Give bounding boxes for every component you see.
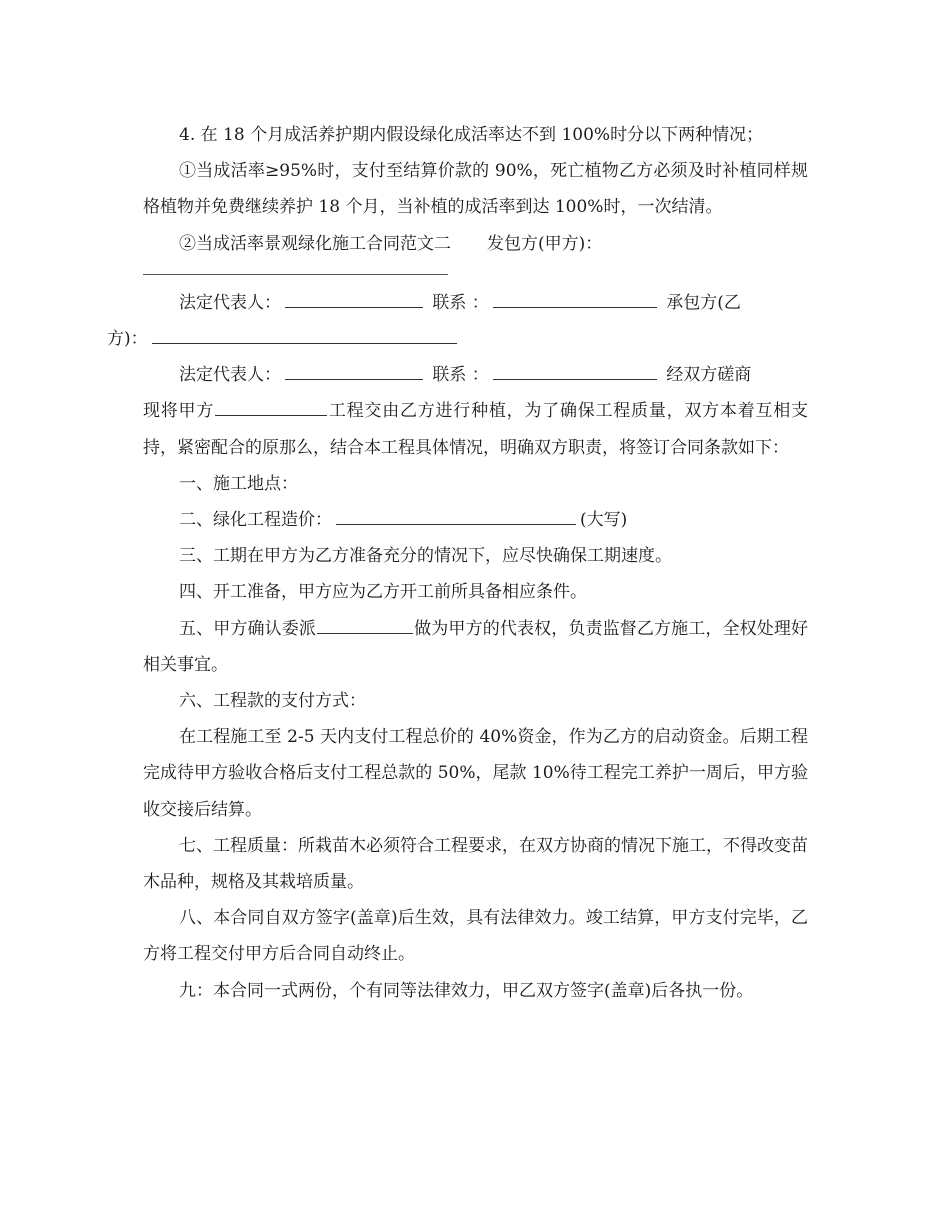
section-5 xyxy=(143,611,808,683)
section-2 xyxy=(143,502,808,538)
representative-blank xyxy=(317,616,413,634)
party-a-rep-line xyxy=(107,285,808,357)
section-6-body: 在工程施工至 2-5 天内支付工程总价的 40%资金，作为乙方的启动资金。后期工程完成待甲方验收合格后支付工程总款的 50%，尾款 10%待工程完工养护一周后，甲方验收交接后结算。 xyxy=(143,727,808,820)
contact-label-1: 联系 ： xyxy=(432,292,489,313)
section-8: 八、本合同自双方签字(盖章)后生效，具有法律效力。竣工结算，甲方支付完毕，乙方将工程交付甲方后合同自动终止。 xyxy=(143,908,808,965)
party-b-rep-line xyxy=(143,357,808,393)
party-b-blank xyxy=(152,326,457,344)
contact-blank-1 xyxy=(493,290,657,308)
section-2-suffix: (大写) xyxy=(580,510,628,531)
clause-4-case-2: ②当成活率景观绿化施工合同范文二 xyxy=(179,233,451,254)
contract-heading-line xyxy=(143,226,808,262)
section-2-label: 二、绿化工程造价： xyxy=(179,510,332,531)
project-intro xyxy=(143,393,808,465)
section-9: 九：本合同一式两份，个有同等法律效力，甲乙双方签字(盖章)后各执一份。 xyxy=(179,980,754,1001)
project-intro-a: 现将甲方 xyxy=(143,401,215,422)
clause-4-case-1: ①当成活率≥95%时，支付至结算价款的 90%，死亡植物乙方必须及时补植同样规格植物并免费继续养护 18 个月，当补植的成活率到达 100%时，一次结清。 xyxy=(143,161,808,218)
contact-blank-2 xyxy=(493,362,657,380)
section-5-b: 做为甲方的代表权，负责监督乙方施工，全权处理好相关事宜。 xyxy=(143,618,809,675)
clause-4: 4. 在 18 个月成活养护期内假设绿化成活率达不到 100%时分以下两种情况； xyxy=(179,125,764,145)
section-4: 四、开工准备，甲方应为乙方开工前所具备相应条件。 xyxy=(179,582,587,603)
party-a-blank xyxy=(143,274,448,275)
rep-label-2: 法定代表人： xyxy=(179,365,281,386)
negotiation-text: 经双方磋商 xyxy=(666,365,752,386)
rep-blank-1 xyxy=(285,290,423,308)
price-blank xyxy=(336,507,576,525)
rep-label-1: 法定代表人： xyxy=(179,292,281,313)
section-5-a: 五、甲方确认委派 xyxy=(179,618,317,639)
project-name-blank xyxy=(215,398,327,416)
party-b-label: 承包方(乙 xyxy=(666,292,741,313)
contact-label-2: 联系 ： xyxy=(432,365,489,386)
party-b-label-cont: 方)： xyxy=(107,329,148,350)
section-6: 六、工程款的支付方式： xyxy=(179,691,366,712)
document-page xyxy=(107,117,809,1009)
project-intro-b: 工程交由乙方进行种植，为了确保工程质量，双方本着互相支持，紧密配合的原那么，结合本工程具体情况，明确双方职责，将签订合同条款如下： xyxy=(143,401,809,458)
section-7: 七、工程质量：所栽苗木必须符合工程要求，在双方协商的情况下施工，不得改变苗木品种，规格及其栽培质量。 xyxy=(143,835,808,893)
section-3: 三、工期在甲方为乙方准备充分的情况下，应尽快确保工期速度。 xyxy=(179,546,672,567)
party-a-label: 发包方(甲方)： xyxy=(487,233,603,254)
rep-blank-2 xyxy=(285,362,423,380)
section-1: 一、施工地点： xyxy=(179,473,298,494)
